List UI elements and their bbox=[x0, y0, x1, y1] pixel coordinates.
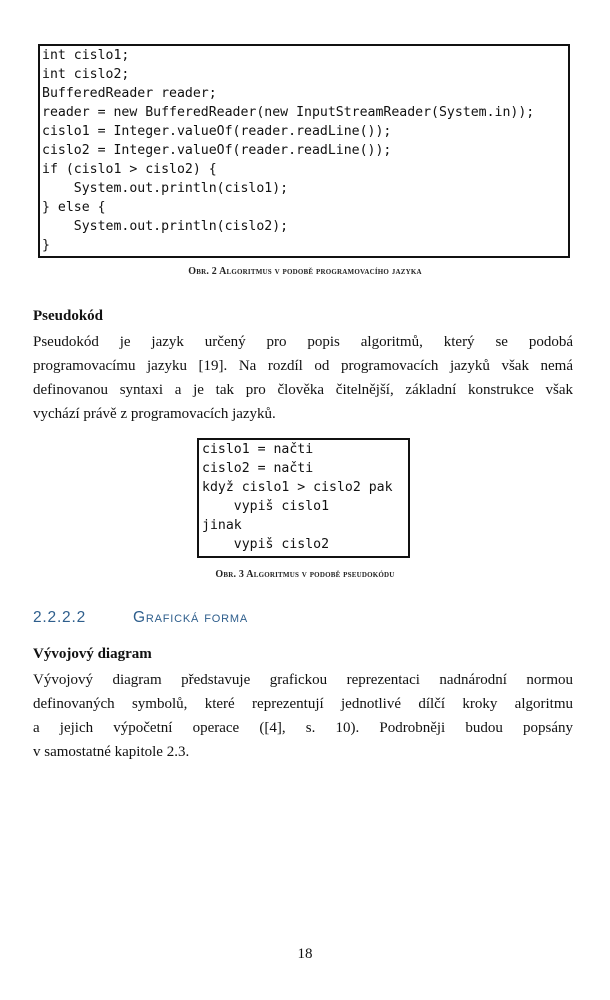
code-line: reader = new BufferedReader(new InputStreamReader(System.in)); bbox=[42, 105, 535, 120]
code-line: System.out.println(cislo1); bbox=[42, 181, 289, 196]
page-number: 18 bbox=[297, 946, 313, 962]
pseudocode-paragraph bbox=[33, 330, 573, 426]
code-line: jinak bbox=[202, 518, 242, 533]
code-line: } else { bbox=[42, 200, 106, 215]
code-line: cislo2 = načti bbox=[202, 461, 314, 476]
code-line: System.out.println(cislo2); bbox=[42, 219, 289, 234]
flowchart-subheading: Vývojový diagram bbox=[33, 646, 152, 662]
code-line: if (cislo1 > cislo2) { bbox=[42, 162, 217, 177]
figure-caption-3: Obr. 3 Algoritmus v podobě pseudokódu bbox=[215, 569, 395, 580]
paragraph-line: definovanou syntaxi a je tak pro člověka čitelnější, základní konstrukce však bbox=[33, 382, 573, 398]
code-line: int cislo1; bbox=[42, 48, 130, 63]
pseudocode-subheading: Pseudokód bbox=[33, 308, 104, 324]
code-line: vypiš cislo1 bbox=[202, 499, 330, 514]
section-number: 2.2.2.2 bbox=[33, 609, 87, 626]
paragraph-line: programovacímu jazyku [19]. Na rozdíl od programovacích jazyků však nemá bbox=[33, 358, 573, 374]
paragraph-line: Pseudokód je jazyk určený pro popis algoritmů, který se podobá bbox=[33, 334, 573, 350]
flowchart-paragraph bbox=[33, 668, 573, 764]
code-line: když cislo1 > cislo2 pak bbox=[202, 480, 393, 495]
code-line: } bbox=[42, 238, 50, 253]
code-line: vypiš cislo2 bbox=[202, 537, 330, 552]
figure-caption-2: Obr. 2 Algoritmus v podobě programovacího jazyka bbox=[188, 266, 422, 277]
section-title: Grafická forma bbox=[133, 609, 248, 626]
code-line: BufferedReader reader; bbox=[42, 86, 217, 101]
code-line: cislo2 = Integer.valueOf(reader.readLine()); bbox=[42, 143, 392, 158]
pseudocode-listing bbox=[197, 438, 410, 558]
java-code-listing bbox=[38, 44, 570, 258]
paragraph-line: definovaných symbolů, které reprezentují jednotlivé dílčí kroky algoritmu bbox=[33, 696, 573, 712]
section-heading bbox=[33, 609, 248, 631]
paragraph-line: vychází právě z programovacích jazyků. bbox=[33, 406, 276, 422]
paragraph-line: Vývojový diagram představuje grafickou reprezentaci nadnárodní normou bbox=[33, 672, 573, 688]
code-line: int cislo2; bbox=[42, 67, 130, 82]
paragraph-line: a jejich výpočetní operace ([4], s. 10). Podrobněji budou popsány bbox=[33, 720, 573, 736]
paragraph-line: v samostatné kapitole 2.3. bbox=[33, 744, 190, 760]
code-line: cislo1 = načti bbox=[202, 442, 314, 457]
code-line: cislo1 = Integer.valueOf(reader.readLine()); bbox=[42, 124, 392, 139]
